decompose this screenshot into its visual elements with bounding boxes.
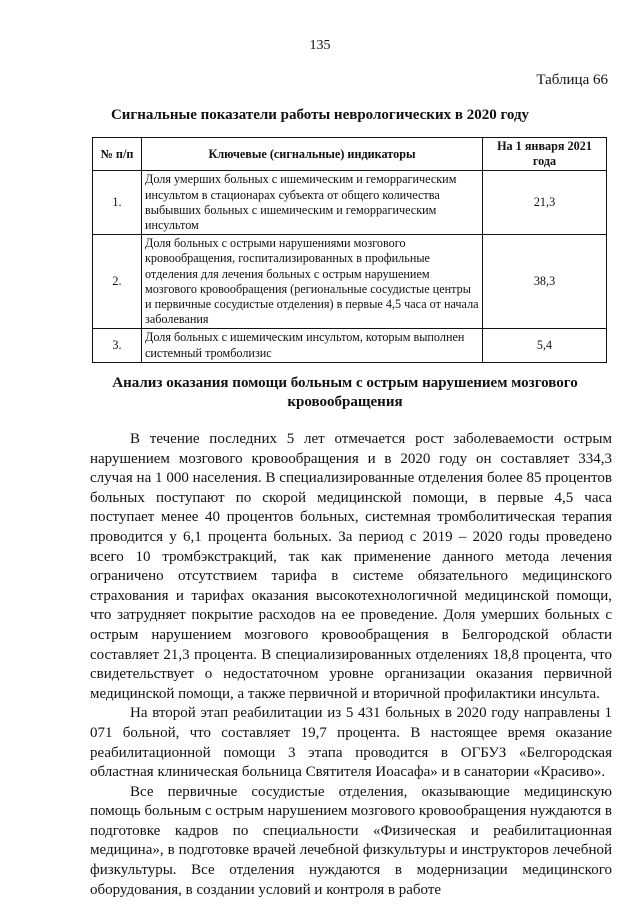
body-text bbox=[90, 430, 612, 900]
row-number: 3. bbox=[93, 329, 142, 362]
row-value: 5,4 bbox=[483, 329, 607, 362]
row-indicator: Доля больных с ишемическим инсультом, которым выполнен системный тромболизис bbox=[142, 329, 483, 362]
header-number: № п/п bbox=[93, 138, 142, 171]
section-title: Анализ оказания помощи больным с острым нарушением мозгового кровообращения bbox=[112, 375, 578, 410]
header-indicators: Ключевые (сигнальные) индикаторы bbox=[142, 138, 483, 171]
row-number: 1. bbox=[93, 171, 142, 235]
table-row bbox=[93, 171, 607, 235]
table-row bbox=[93, 329, 607, 362]
indicators-table bbox=[92, 137, 607, 363]
row-value: 21,3 bbox=[483, 171, 607, 235]
paragraph: В течение последних 5 лет отмечается рост заболеваемости острым нарушением мозгового кровообращения и в 2020 году он составляет 334,3 случая на 1 000 населения. В специализированные отделения более 85 процентов больных поступают по скорой медицинской помощи, в первые 4,5 часа поступает менее 40 процентов больных, системная тромболитическая терапия проводится у 6,1 процента больных. За период с 2019 – 2020 годы проведено всего 10 тромбэкстракций, так как применение данного метода лечения ограничено отсутствием тарифа в системе обязательного медицинского страхования и тарифах оказания высокотехнологичной медицинской помощи, что затрудняет покрытие расходов на ее проведение. Доля умерших больных с острым нарушением мозгового кровообращения в Белгородской области составляет 21,3 процента. В специализированных отделениях 18,8 процента, что свидетельствует о недостаточном уровне организации оказания первичной медицинской помощи, а также первичной и вторичной профилактики инсульта. bbox=[90, 431, 612, 702]
page-number: 135 bbox=[309, 38, 331, 53]
table-row bbox=[93, 235, 607, 329]
paragraph: На второй этап реабилитации из 5 431 больных в 2020 году направлены 1 071 больной, что составляет 19,7 процента. В настоящее время оказание реабилитационной помощи 3 этапа проводится в ОГБУЗ «Белгородская областная клиническая больница Святителя Иоасафа» и в санатории «Красиво». bbox=[90, 705, 612, 781]
header-value: На 1 января 2021 года bbox=[483, 138, 607, 171]
row-number: 2. bbox=[93, 235, 142, 329]
row-indicator: Доля умерших больных с ишемическим и геморрагическим инсультом в стационарах субъекта от общего количества выбывших больных с ишемическим и геморрагическим инсультом bbox=[142, 171, 483, 235]
row-value: 38,3 bbox=[483, 235, 607, 329]
row-indicator: Доля больных с острыми нарушениями мозгового кровообращения, госпитализированных в профильные отделения для лечения больных с острым нарушением мозгового кровообращения (региональные сосудистые центры и первичные сосудистые отделения) в первые 4,5 часа от начала заболевания bbox=[142, 235, 483, 329]
table-label: Таблица 66 bbox=[536, 72, 608, 88]
paragraph: Все первичные сосудистые отделения, оказывающие медицинскую помощь больным с острым нарушением мозгового кровообращения нуждаются в подготовке кадров по специальности «Физическая и реабилитационная медицина», в подготовке врачей лечебной физкультуры и инструкторов лечебной физкультуры. Все отделения нуждаются в модернизации медицинского оборудования, в создании условий и контроля в работе bbox=[90, 783, 612, 898]
table-title: Сигнальные показатели работы неврологических в 2020 году bbox=[110, 107, 530, 123]
table-header-row bbox=[93, 138, 607, 171]
